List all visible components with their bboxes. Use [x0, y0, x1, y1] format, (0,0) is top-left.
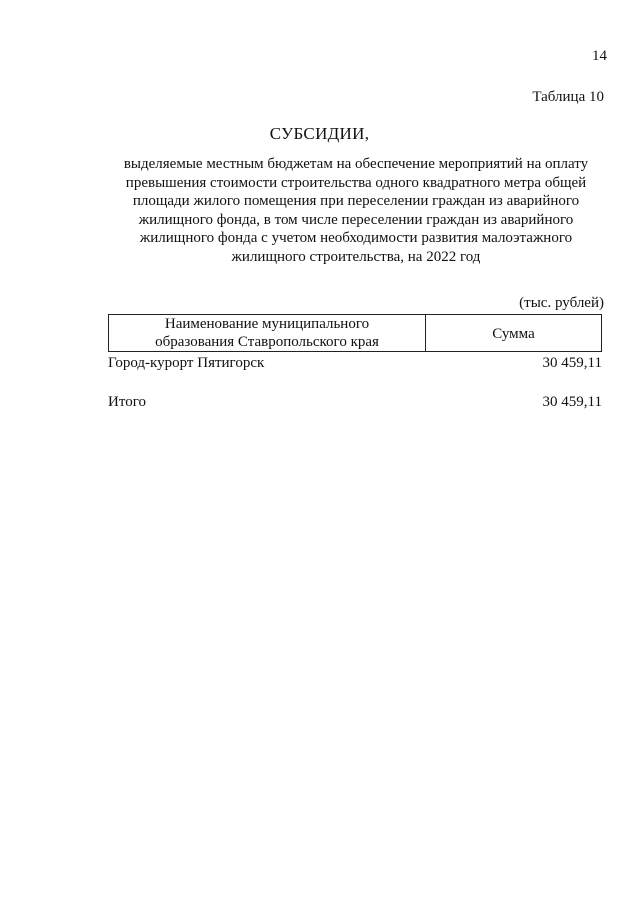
subtitle-line: жилищного строительства, на 2022 год — [231, 248, 481, 265]
total-label: Итого — [108, 394, 146, 410]
table-label: Таблица 10 — [532, 89, 604, 105]
table-header — [108, 314, 602, 352]
header-sum: Сумма — [492, 326, 535, 342]
document-title: СУБСИДИИ, — [269, 124, 370, 143]
total-row — [108, 394, 602, 411]
subtitle-line: жилищного фонда с учетом необходимости развития малоэтажного — [139, 230, 573, 247]
subtitle-line: выделяемые местным бюджетам на обеспечение мероприятий на оплату — [123, 156, 589, 172]
subtitle-line: площади жилого помещения при переселении граждан из аварийного — [132, 193, 580, 210]
header-name-line: образования Ставропольского края — [155, 333, 379, 350]
row-sum: 30 459,11 — [542, 355, 602, 371]
header-name-line: Наименование муниципального — [164, 316, 370, 332]
subtitle-line: превышения стоимости строительства одного квадратного метра общей — [125, 174, 587, 191]
units-label: (тыс. рублей) — [519, 295, 604, 311]
table-row — [108, 355, 602, 372]
page-number: 14 — [592, 48, 607, 64]
document-subtitle — [90, 155, 622, 267]
header-municipality-name — [109, 315, 426, 351]
subtitle-line: жилищного фонда, в том числе переселении граждан из аварийного — [138, 211, 574, 228]
row-municipality-name: Город-курорт Пятигорск — [108, 355, 265, 371]
total-sum: 30 459,11 — [542, 394, 602, 410]
